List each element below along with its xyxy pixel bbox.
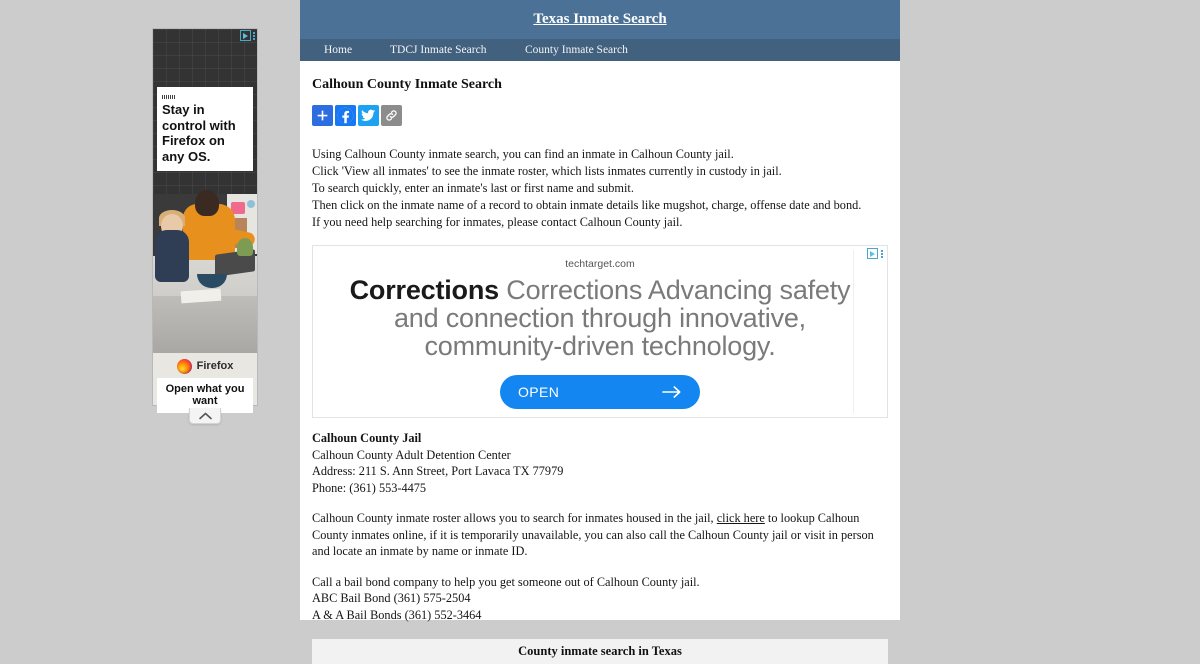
ad-open-button-label: OPEN bbox=[518, 384, 560, 400]
ad-headline bbox=[313, 270, 887, 360]
firefox-ad-cta-button[interactable]: Open what you want bbox=[157, 378, 253, 413]
twitter-bird-icon bbox=[361, 108, 376, 123]
section-heading-bar bbox=[312, 639, 888, 664]
nav-item-tdcj-inmate-search[interactable] bbox=[390, 44, 525, 56]
twitter-share-button[interactable] bbox=[358, 105, 379, 126]
bail-intro: Call a bail bond company to help you get someone out of Calhoun County jail. bbox=[312, 574, 700, 589]
nav-link-tdcj-inmate-search[interactable]: TDCJ Inmate Search bbox=[390, 44, 487, 56]
firefox-brand-label: Firefox bbox=[196, 360, 234, 372]
ad-headline-brand: Corrections bbox=[349, 275, 499, 305]
bail-company-1: ABC Bail Bond (361) 575-2504 bbox=[312, 591, 471, 605]
roster-text-before-link: Calhoun County inmate roster allows you to search for inmates housed in the jail, bbox=[312, 511, 717, 525]
ad-headline-rest: Corrections Advancing safety and connection through innovative, community-driven technology. bbox=[393, 275, 851, 361]
page-title: Calhoun County Inmate Search bbox=[312, 77, 502, 92]
jail-address: Address: 211 S. Ann Street, Port Lavaca TX 77979 bbox=[312, 464, 564, 478]
firefox-brand-row bbox=[153, 355, 257, 377]
firefox-ad-footer bbox=[153, 353, 257, 405]
collapse-ad-button[interactable] bbox=[189, 408, 221, 424]
firefox-ad-creative[interactable] bbox=[152, 28, 258, 406]
click-here-link[interactable]: click here bbox=[716, 511, 765, 525]
adchoices-badge[interactable] bbox=[240, 30, 255, 41]
intro-line-4: Then click on the inmate name of a record to obtain inmate details like mugshot, charge, offense date and bond. bbox=[312, 198, 862, 212]
ad-options-menu-icon[interactable] bbox=[253, 32, 255, 40]
left-sidebar-ad[interactable] bbox=[152, 28, 258, 406]
adchoices-badge-main[interactable] bbox=[867, 248, 883, 259]
roster-paragraph bbox=[312, 510, 888, 560]
adchoices-triangle-icon bbox=[240, 30, 251, 41]
firefox-ad-headline-text: Stay in control with Firefox on any OS. bbox=[162, 102, 236, 164]
facebook-share-button[interactable] bbox=[335, 105, 356, 126]
page-content bbox=[300, 61, 900, 664]
ad-divider-line bbox=[853, 250, 854, 413]
firefox-logo-icon bbox=[177, 359, 192, 374]
jail-name: Calhoun County Jail bbox=[312, 431, 422, 445]
primary-navigation bbox=[300, 39, 900, 61]
ad-advertiser-domain: techtarget.com bbox=[565, 258, 635, 270]
firefox-ad-photo bbox=[153, 194, 257, 354]
arrow-right-icon bbox=[662, 385, 682, 399]
jail-facility: Calhoun County Adult Detention Center bbox=[312, 447, 511, 462]
jail-info-block bbox=[312, 430, 888, 496]
jail-phone: Phone: (361) 553-4475 bbox=[312, 480, 427, 495]
ad-open-button[interactable] bbox=[500, 375, 700, 409]
chevron-up-icon bbox=[199, 412, 212, 420]
firefox-ad-headline bbox=[157, 87, 253, 171]
intro-line-3: To search quickly, enter an inmate's last or first name and submit. bbox=[312, 181, 634, 195]
intro-paragraphs bbox=[312, 146, 888, 231]
intro-line-5: If you need help searching for inmates, please contact Calhoun County jail. bbox=[312, 215, 683, 229]
site-column bbox=[300, 0, 900, 658]
plus-icon bbox=[316, 109, 329, 122]
share-button-group bbox=[312, 105, 888, 126]
intro-line-1: Using Calhoun County inmate search, you can find an inmate in Calhoun County jail. bbox=[312, 147, 734, 161]
ad-barcode-decoration bbox=[162, 95, 176, 99]
bail-bond-block bbox=[312, 574, 888, 624]
section-heading-text: County inmate search in Texas bbox=[518, 644, 682, 658]
site-header bbox=[300, 0, 900, 39]
techtarget-advertisement[interactable] bbox=[312, 245, 888, 418]
roster-text-after-link: to lookup Calhoun County inmates online, if it is temporarily unavailable, you can also call the Calhoun County jail or visit in person and locate an inmate by name or inmate ID. bbox=[312, 511, 874, 558]
adchoices-triangle-icon bbox=[867, 248, 878, 259]
bail-company-2: A & A Bail Bonds (361) 552-3464 bbox=[312, 607, 482, 622]
facebook-icon bbox=[337, 107, 354, 124]
ad-options-menu-icon[interactable] bbox=[881, 250, 883, 258]
nav-link-home[interactable]: Home bbox=[324, 44, 353, 56]
nav-item-home[interactable] bbox=[308, 44, 390, 56]
addthis-share-button[interactable] bbox=[312, 105, 333, 126]
site-title-link[interactable]: Texas Inmate Search bbox=[533, 11, 667, 27]
nav-link-county-inmate-search[interactable]: County Inmate Search bbox=[525, 44, 628, 56]
copy-link-share-button[interactable] bbox=[381, 105, 402, 126]
intro-line-2: Click 'View all inmates' to see the inmate roster, which lists inmates currently in custody in jail. bbox=[312, 164, 782, 178]
link-chain-icon bbox=[384, 108, 399, 123]
nav-item-county-inmate-search[interactable] bbox=[525, 44, 675, 56]
